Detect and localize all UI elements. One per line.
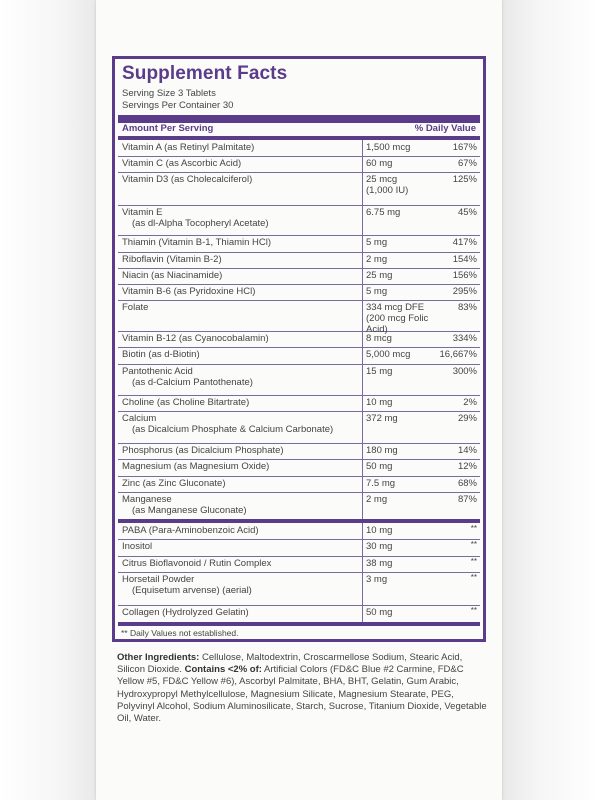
nutrient-daily-value: 125%: [452, 174, 477, 185]
nutrient-name-text: Pantothenic Acid: [122, 366, 193, 377]
facts-title: Supplement Facts: [122, 63, 288, 84]
nutrient-name: [122, 302, 354, 313]
supplement-facts-panel: [112, 56, 486, 642]
nutrient-daily-value: 83%: [457, 302, 477, 313]
other-daily-value: **: [470, 540, 477, 549]
nutrient-name-text: Vitamin A (as Retinyl Palmitate): [122, 142, 255, 153]
nutrient-amount-value: 2 mg: [366, 494, 388, 505]
nutrient-amount: [362, 476, 444, 492]
nutrient-name-text: Choline (as Choline Bitartrate): [122, 397, 250, 408]
box-edge-right: [502, 0, 600, 800]
other-daily-value: **: [470, 557, 477, 566]
nutrient-row: [118, 331, 480, 348]
other-amount: [362, 605, 444, 622]
nutrient-name: [122, 445, 354, 456]
nutrient-daily-value: 16,667%: [439, 349, 477, 360]
nutrient-amount: [362, 140, 444, 156]
nutrient-name: [122, 333, 354, 344]
other-row: [118, 556, 480, 573]
nutrient-name-text: Manganese: [122, 494, 172, 505]
nutrient-amount-value: 5 mg: [366, 237, 388, 248]
daily-value-header: % Daily Value: [414, 123, 476, 134]
nutrient-name: [122, 207, 354, 229]
nutrient-amount: [362, 443, 444, 459]
nutrient-name-text: Phosphorus (as Dicalcium Phosphate): [122, 445, 284, 456]
nutrient-amount: [362, 347, 444, 364]
nutrient-row: [118, 395, 480, 412]
nutrient-amount-value: 7.5 mg: [366, 478, 396, 489]
other-amount: [362, 572, 444, 605]
other-name-text: PABA (Para-Aminobenzoic Acid): [122, 525, 259, 536]
other-source: (Equisetum arvense) (aerial): [132, 585, 252, 596]
other-ingredients: [117, 652, 487, 725]
nutrient-amount: [362, 364, 444, 395]
nutrient-amount-value: 334 mcg DFE: [366, 302, 425, 313]
other-name: [122, 607, 354, 618]
nutrient-name-text: Biotin (as d-Biotin): [122, 349, 200, 360]
nutrient-amount-value: 1,500 mcg: [366, 142, 411, 153]
nutrient-amount-value: 8 mcg: [366, 333, 392, 344]
other-row: [118, 539, 480, 557]
nutrient-amount-value: 180 mg: [366, 445, 398, 456]
nutrient-name: [122, 349, 354, 360]
nutrient-amount: [362, 459, 444, 476]
nutrient-name-text: Riboflavin (Vitamin B-2): [122, 254, 222, 265]
nutrient-row: [118, 252, 480, 269]
other-name: [122, 525, 354, 536]
other-ingredients-label: Other Ingredients:: [117, 652, 200, 663]
nutrient-row: [118, 284, 480, 301]
nutrient-amount: [362, 268, 444, 284]
nutrient-name-text: Vitamin B-12 (as Cyanocobalamin): [122, 333, 269, 344]
nutrient-amount-value: 50 mg: [366, 461, 393, 472]
nutrient-amount: [362, 395, 444, 411]
servings-per-container: Servings Per Container 30: [122, 100, 234, 111]
nutrient-amount: [362, 284, 444, 300]
nutrient-daily-value: 417%: [452, 237, 477, 248]
nutrient-daily-value: 14%: [457, 445, 477, 456]
nutrient-daily-value: 154%: [452, 254, 477, 265]
other-name: [122, 541, 354, 552]
nutrient-name: [122, 366, 354, 388]
other-name-text: Citrus Bioflavonoid / Rutin Complex: [122, 558, 272, 569]
nutrient-daily-value: 156%: [452, 270, 477, 281]
nutrient-amount-value: 25 mcg: [366, 174, 398, 185]
nutrient-amount-value: 10 mg: [366, 397, 393, 408]
nutrient-amount-value: 15 mg: [366, 366, 393, 377]
nutrient-daily-value: 12%: [457, 461, 477, 472]
nutrient-name-text: Magnesium (as Magnesium Oxide): [122, 461, 270, 472]
nutrient-amount: [362, 411, 444, 443]
nutrient-name: [122, 461, 354, 472]
bottom-divider: [118, 622, 480, 626]
other-amount-value: 3 mg: [366, 574, 388, 585]
other-ingredients-text: Cellulose, Maltodextrin, Croscarmellose Sodium, Stearic Acid, Silicon Dioxide.: [117, 652, 463, 676]
other-name: [122, 558, 354, 569]
nutrient-name: [122, 286, 354, 297]
nutrient-name: [122, 270, 354, 281]
nutrient-amount: [362, 300, 444, 335]
nutrient-name: [122, 494, 354, 516]
box-edge-left: [0, 0, 96, 800]
nutrient-name-text: Vitamin D3 (as Cholecalciferol): [122, 174, 253, 185]
nutrient-name-text: Vitamin B-6 (as Pyridoxine HCl): [122, 286, 256, 297]
nutrient-row: [118, 300, 480, 335]
nutrient-name-text: Folate: [122, 302, 149, 313]
nutrient-source: (as Dicalcium Phosphate & Calcium Carbonate): [132, 424, 334, 435]
nutrient-row: [118, 140, 480, 157]
nutrient-amount: [362, 492, 444, 519]
other-name-text: Horsetail Powder: [122, 574, 195, 585]
nutrient-name-text: Calcium: [122, 413, 157, 424]
other-amount: [362, 523, 444, 539]
nutrient-amount: [362, 205, 444, 235]
other-daily-value: **: [470, 606, 477, 615]
nutrient-daily-value: 2%: [463, 397, 477, 408]
nutrient-row: [118, 492, 480, 519]
thick-divider: [118, 115, 480, 123]
nutrient-row: [118, 443, 480, 460]
nutrient-name: [122, 254, 354, 265]
nutrient-daily-value: 68%: [457, 478, 477, 489]
nutrient-amount-value: 6.75 mg: [366, 207, 401, 218]
nutrient-amount: [362, 172, 444, 205]
nutrient-row: [118, 156, 480, 173]
other-amount-value: 10 mg: [366, 525, 393, 536]
nutrient-row: [118, 364, 480, 396]
nutrient-row: [118, 268, 480, 285]
other-amount: [362, 556, 444, 572]
nutrient-name: [122, 413, 354, 435]
nutrient-name-text: Niacin (as Niacinamide): [122, 270, 223, 281]
nutrient-row: [118, 476, 480, 493]
nutrient-amount-value: 5 mg: [366, 286, 388, 297]
nutrient-daily-value: 29%: [457, 413, 477, 424]
other-daily-value: **: [470, 573, 477, 582]
nutrient-row: [118, 459, 480, 477]
nutrient-row: [118, 235, 480, 253]
contains-text: Artificial Colors (FD&C Blue #2 Carmine, FD&C Yellow #5, FD&C Yellow #6), Ascorbyl Palmitate, BHA, BHT, Gelatin, Gum Arabic, Hydroxypropyl Methylcellulose, Magnesium Silicate, Magnesium Stearate, PEG, Polyvinyl Alcohol, Sodium Aluminosilicate, Starch, Sucrose, Titanium Dioxide, Vegetable Oil, Water.: [117, 664, 487, 725]
other-name-text: Inositol: [122, 541, 153, 552]
nutrient-amount-detail: (200 mcg Folic Acid): [366, 313, 429, 335]
serving-size: Serving Size 3 Tablets: [122, 88, 216, 99]
nutrient-amount: [362, 235, 444, 252]
other-name-text: Collagen (Hydrolyzed Gelatin): [122, 607, 249, 618]
nutrient-daily-value: 87%: [457, 494, 477, 505]
other-name: [122, 574, 354, 596]
other-row: [118, 605, 480, 622]
other-amount-value: 30 mg: [366, 541, 393, 552]
nutrient-source: (as d-Calcium Pantothenate): [132, 377, 253, 388]
other-amount: [362, 539, 444, 556]
nutrient-source: (as dl-Alpha Tocopheryl Acetate): [132, 218, 269, 229]
other-row: [118, 523, 480, 540]
other-amount-value: 38 mg: [366, 558, 393, 569]
nutrient-amount-detail: (1,000 IU): [366, 185, 409, 196]
nutrient-amount-value: 60 mg: [366, 158, 393, 169]
nutrient-amount-value: 372 mg: [366, 413, 398, 424]
nutrient-name: [122, 142, 354, 153]
other-daily-value: **: [470, 524, 477, 533]
nutrient-row: [118, 411, 480, 444]
other-row: [118, 572, 480, 606]
nutrient-amount: [362, 252, 444, 268]
nutrient-amount: [362, 331, 444, 347]
nutrient-daily-value: 45%: [457, 207, 477, 218]
nutrient-daily-value: 300%: [452, 366, 477, 377]
nutrient-name: [122, 174, 354, 185]
nutrient-amount: [362, 156, 444, 172]
nutrient-name: [122, 397, 354, 408]
amount-per-serving-header: Amount Per Serving: [122, 123, 214, 134]
nutrient-row: [118, 172, 480, 206]
nutrient-name: [122, 478, 354, 489]
nutrient-name: [122, 237, 354, 248]
contains-label: Contains <2% of:: [184, 664, 262, 676]
nutrient-row: [118, 347, 480, 365]
nutrient-source: (as Manganese Gluconate): [132, 505, 247, 516]
nutrient-name: [122, 158, 354, 169]
footnote: ** Daily Values not established.: [121, 628, 239, 638]
nutrient-row: [118, 205, 480, 236]
nutrient-amount-value: 5,000 mcg: [366, 349, 411, 360]
nutrient-daily-value: 334%: [452, 333, 477, 344]
other-amount-value: 50 mg: [366, 607, 393, 618]
nutrient-daily-value: 295%: [452, 286, 477, 297]
nutrient-daily-value: 67%: [457, 158, 477, 169]
nutrient-daily-value: 167%: [452, 142, 477, 153]
nutrient-amount-value: 2 mg: [366, 254, 388, 265]
nutrient-name-text: Thiamin (Vitamin B-1, Thiamin HCl): [122, 237, 272, 248]
nutrient-name-text: Vitamin E: [122, 207, 163, 218]
nutrient-amount-value: 25 mg: [366, 270, 393, 281]
nutrient-name-text: Vitamin C (as Ascorbic Acid): [122, 158, 242, 169]
nutrient-name-text: Zinc (as Zinc Gluconate): [122, 478, 226, 489]
